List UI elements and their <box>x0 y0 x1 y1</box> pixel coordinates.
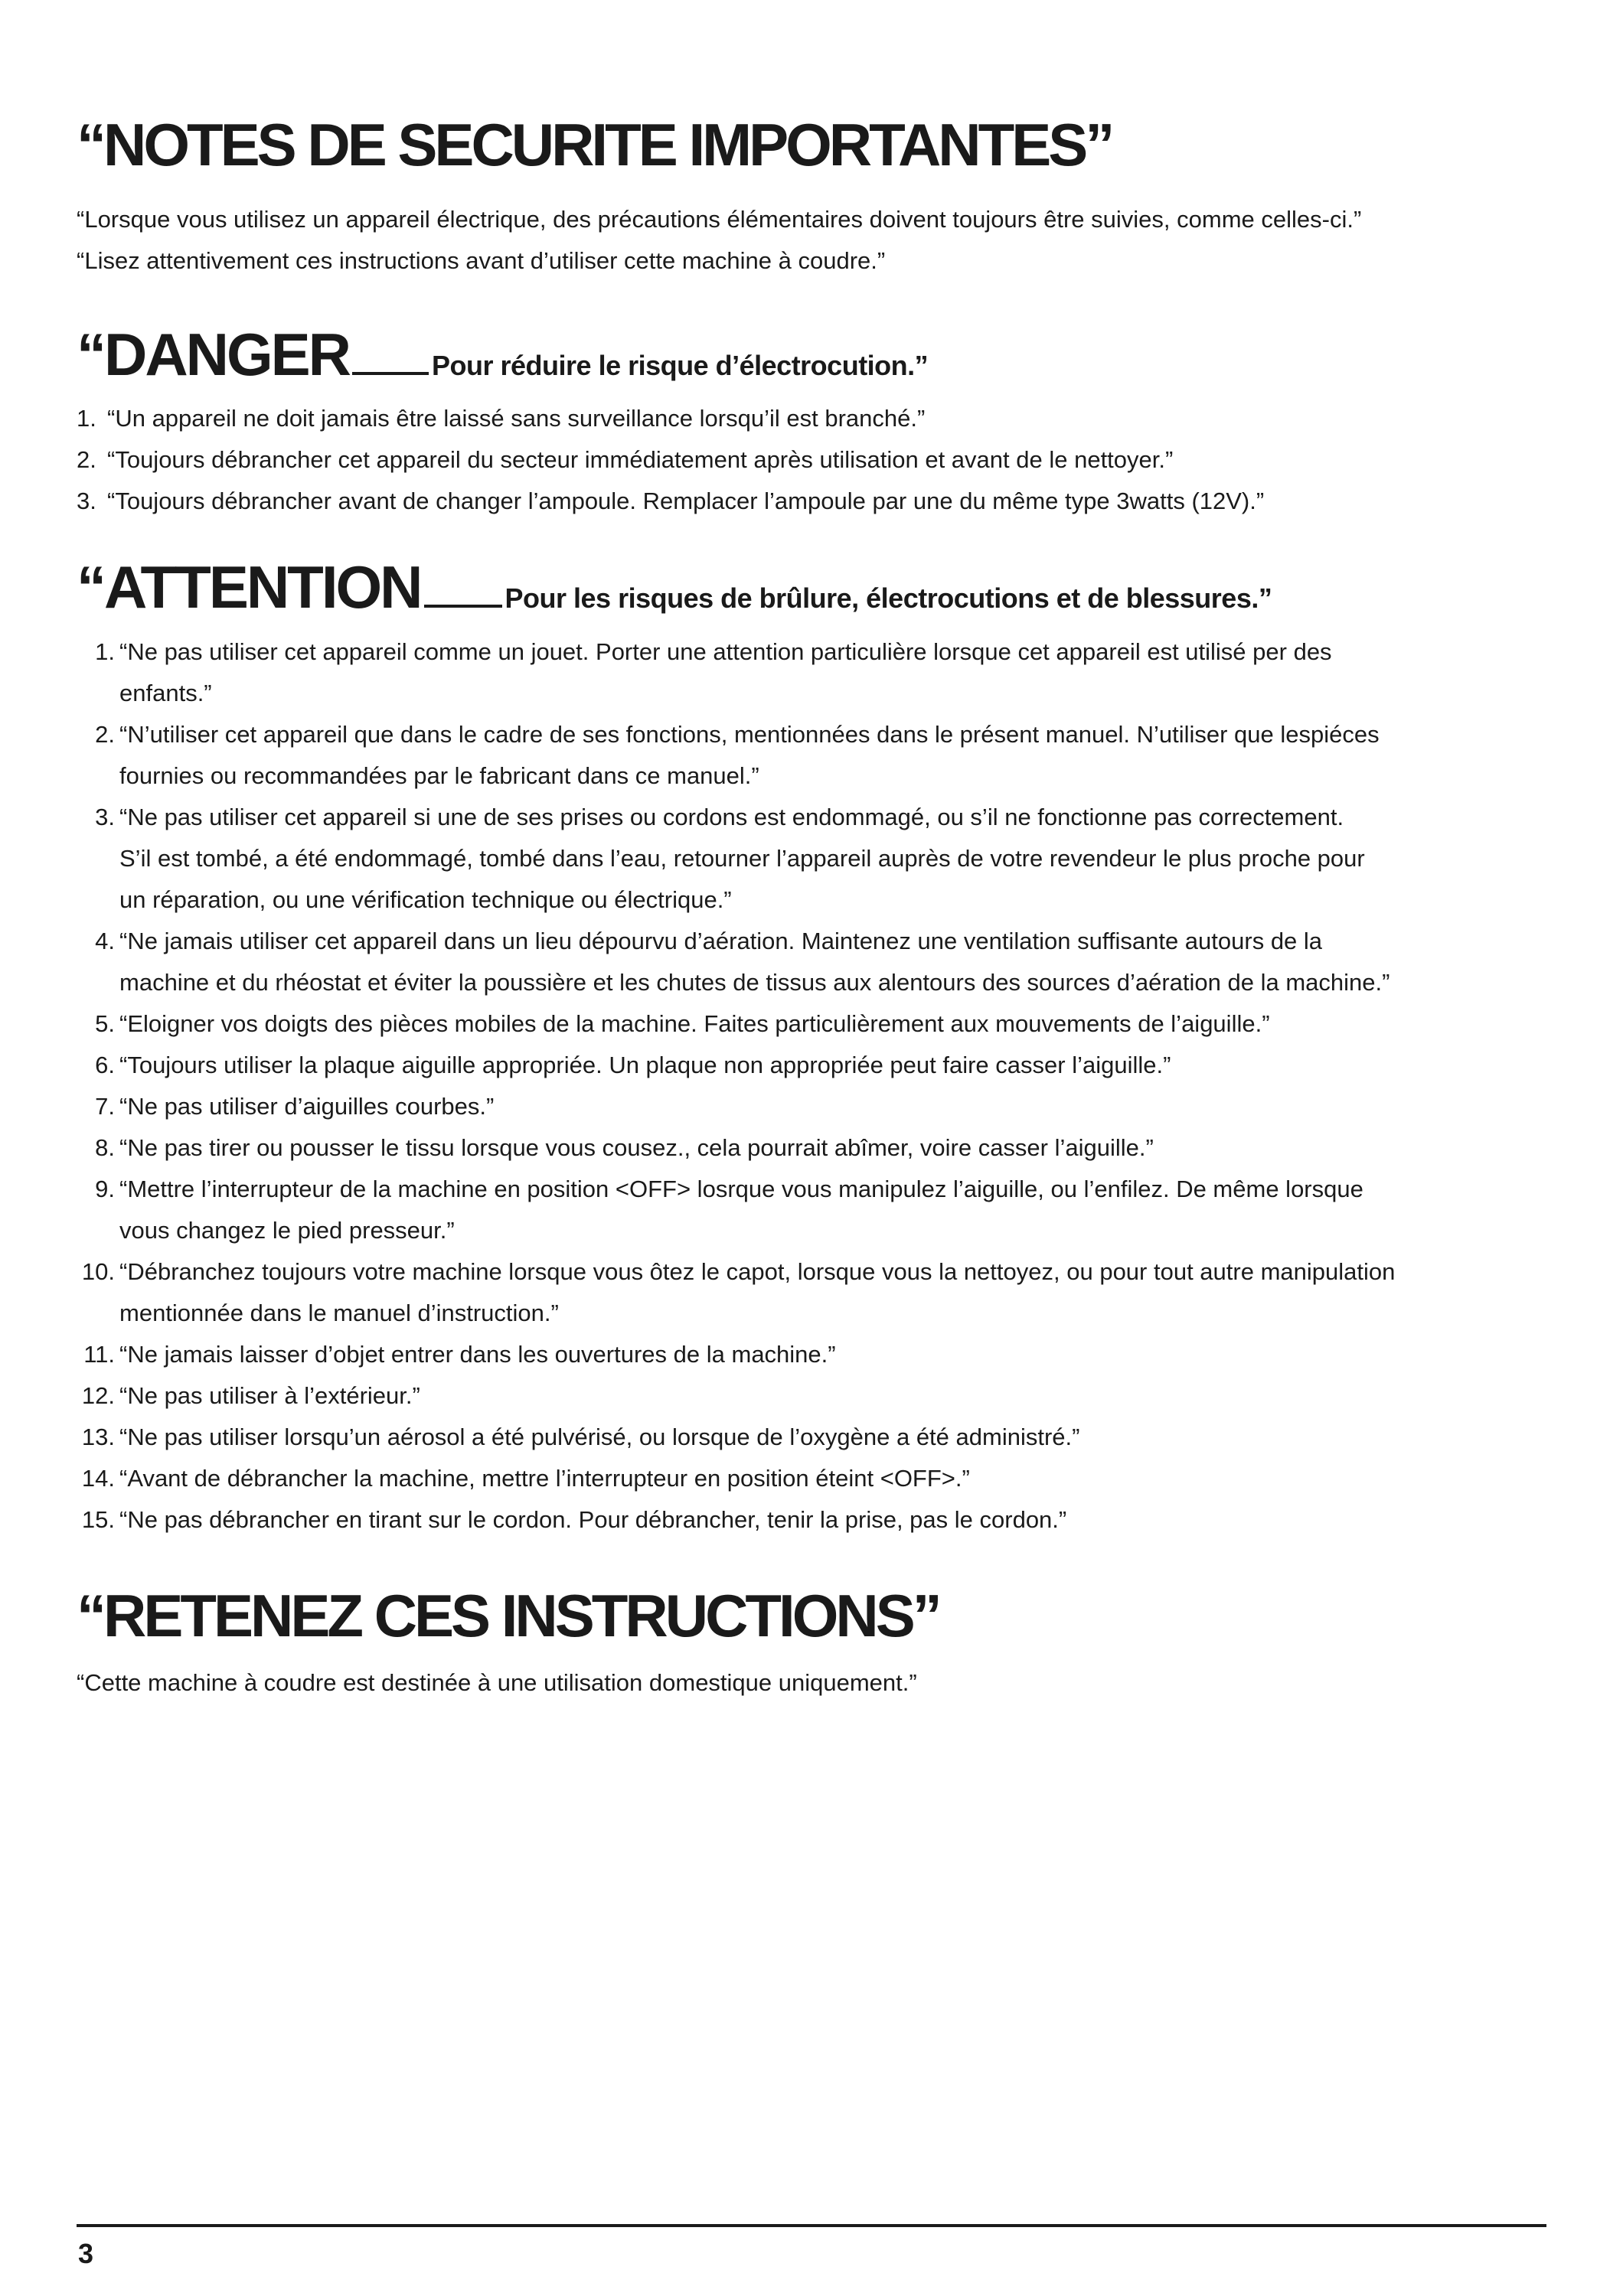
item-number: 6. <box>95 1052 115 1078</box>
item-number: 11. <box>83 1341 115 1368</box>
list-item <box>77 1003 1395 1045</box>
item-line: “Ne pas utiliser cet appareil si une de ses prises ou cordons est endommagé, ou s’il ne fonctionne pas correctement. <box>119 804 1344 830</box>
item-line: “Eloigner vos doigts des pièces mobiles de la machine. Faites particulièrement aux mouvements de l’aiguille.” <box>119 1010 1270 1037</box>
list-item <box>77 1375 1395 1417</box>
list-item <box>77 1499 1395 1541</box>
danger-subtitle: Pour réduire le risque d’électrocution.” <box>432 350 929 381</box>
page-number: 3 <box>78 2238 94 2269</box>
item-line: “Débranchez toujours votre machine lorsque vous ôtez le capot, lorsque vous la nettoyez, ou pour tout autre manipulation <box>119 1258 1396 1285</box>
item-line: fournies ou recommandées par le fabricant dans ce manuel.” <box>119 762 759 789</box>
item-number: 1. <box>77 405 96 432</box>
item-line: “Ne pas utiliser lorsqu’un aérosol a été pulvérisé, ou lorsque de l’oxygène a été administré.” <box>119 1424 1080 1450</box>
item-number: 13. <box>81 1424 115 1450</box>
item-number: 12. <box>81 1382 115 1409</box>
item-text: “Un appareil ne doit jamais être laissé sans surveillance lorsqu’il est branché.” <box>107 405 926 432</box>
item-line: “Ne pas débrancher en tirant sur le cordon. Pour débrancher, tenir la prise, pas le cordon.” <box>119 1506 1067 1533</box>
domestic-use-note: “Cette machine à coudre est destinée à une utilisation domestique uniquement.” <box>77 1669 917 1696</box>
heading-rule <box>352 372 429 375</box>
item-number: 4. <box>95 928 115 954</box>
intro-line: “Lisez attentivement ces instructions avant d’utiliser cette machine à coudre.” <box>77 247 886 274</box>
retenez-heading: “RETENEZ CES INSTRUCTIONS” <box>77 1582 939 1649</box>
item-line: S’il est tombé, a été endommagé, tombé dans l’eau, retourner l’appareil auprès de votre revendeur le plus proche pour <box>119 845 1365 872</box>
list-item <box>77 1251 1395 1334</box>
item-number: 15. <box>81 1506 115 1533</box>
intro-text <box>77 199 1361 282</box>
item-line: “Avant de débrancher la machine, mettre l’interrupteur en position éteint <OFF>.” <box>119 1465 970 1492</box>
item-line: un réparation, ou une vérification technique ou électrique.” <box>119 886 732 913</box>
item-line: mentionnée dans le manuel d’instruction.” <box>119 1300 559 1326</box>
intro-line: “Lorsque vous utilisez un appareil électrique, des précautions élémentaires doivent toujours être suivies, comme celles-ci.” <box>77 206 1362 233</box>
item-line: “Mettre l’interrupteur de la machine en position <OFF> losrque vous manipulez l’aiguille, ou l’enfilez. De même lorsque <box>119 1176 1363 1202</box>
item-number: 8. <box>95 1134 115 1161</box>
item-line: “N’utiliser cet appareil que dans le cadre de ses fonctions, mentionnées dans le présent manuel. N’utiliser que lespiéces <box>119 721 1380 748</box>
item-number: 3. <box>77 488 96 514</box>
danger-heading <box>77 321 929 388</box>
list-item <box>77 1334 1395 1375</box>
item-line: “Ne jamais utiliser cet appareil dans un lieu dépourvu d’aération. Maintenez une ventilation suffisante autours de la <box>119 928 1323 954</box>
item-number: 5. <box>95 1010 115 1037</box>
list-item <box>77 797 1395 921</box>
item-line: “Ne pas utiliser cet appareil comme un jouet. Porter une attention particulière lorsque cet appareil est utilisé per des <box>119 638 1332 665</box>
danger-list <box>77 398 1264 522</box>
list-item <box>77 1169 1395 1251</box>
footer-divider <box>77 2224 1546 2227</box>
item-number: 2. <box>95 721 115 748</box>
list-item <box>77 631 1395 714</box>
attention-subtitle: Pour les risques de brûlure, électrocutions et de blessures.” <box>505 582 1272 614</box>
item-number: 10. <box>81 1258 115 1285</box>
attention-list <box>77 631 1395 1541</box>
item-text: “Toujours débrancher cet appareil du secteur immédiatement après utilisation et avant de le nettoyer.” <box>107 446 1174 473</box>
list-item <box>77 1458 1395 1499</box>
item-number: 9. <box>95 1176 115 1202</box>
list-item <box>77 1045 1395 1086</box>
heading-rule <box>424 605 502 608</box>
page-title: “NOTES DE SECURITE IMPORTANTES” <box>77 111 1112 178</box>
item-line: enfants.” <box>119 680 212 706</box>
list-item <box>77 481 1264 522</box>
list-item <box>77 1127 1395 1169</box>
list-item <box>77 398 1264 439</box>
list-item <box>77 1086 1395 1127</box>
item-line: “Ne pas utiliser d’aiguilles courbes.” <box>119 1093 495 1120</box>
item-number: 3. <box>95 804 115 830</box>
item-number: 1. <box>95 638 115 665</box>
item-text: “Toujours débrancher avant de changer l’ampoule. Remplacer l’ampoule par une du même type 3watts (12V).” <box>107 488 1265 514</box>
item-line: “Toujours utiliser la plaque aiguille appropriée. Un plaque non appropriée peut faire casser l’aiguille.” <box>119 1052 1171 1078</box>
item-line: “Ne jamais laisser d’objet entrer dans les ouvertures de la machine.” <box>119 1341 836 1368</box>
item-number: 2. <box>77 446 96 473</box>
item-line: “Ne pas utiliser à l’extérieur.” <box>119 1382 420 1409</box>
item-line: machine et du rhéostat et éviter la poussière et les chutes de tissus aux alentours des sources d’aération de la machine.” <box>119 969 1390 996</box>
item-line: vous changez le pied presseur.” <box>119 1217 455 1244</box>
list-item <box>77 714 1395 797</box>
item-number: 14. <box>81 1465 115 1492</box>
item-line: “Ne pas tirer ou pousser le tissu lorsque vous cousez., cela pourrait abîmer, voire casser l’aiguille.” <box>119 1134 1154 1161</box>
attention-heading <box>77 553 1272 621</box>
danger-word: “DANGER <box>77 321 350 388</box>
list-item <box>77 1417 1395 1458</box>
attention-word: “ATTENTION <box>77 553 421 621</box>
list-item <box>77 921 1395 1003</box>
list-item <box>77 439 1264 481</box>
item-number: 7. <box>95 1093 115 1120</box>
